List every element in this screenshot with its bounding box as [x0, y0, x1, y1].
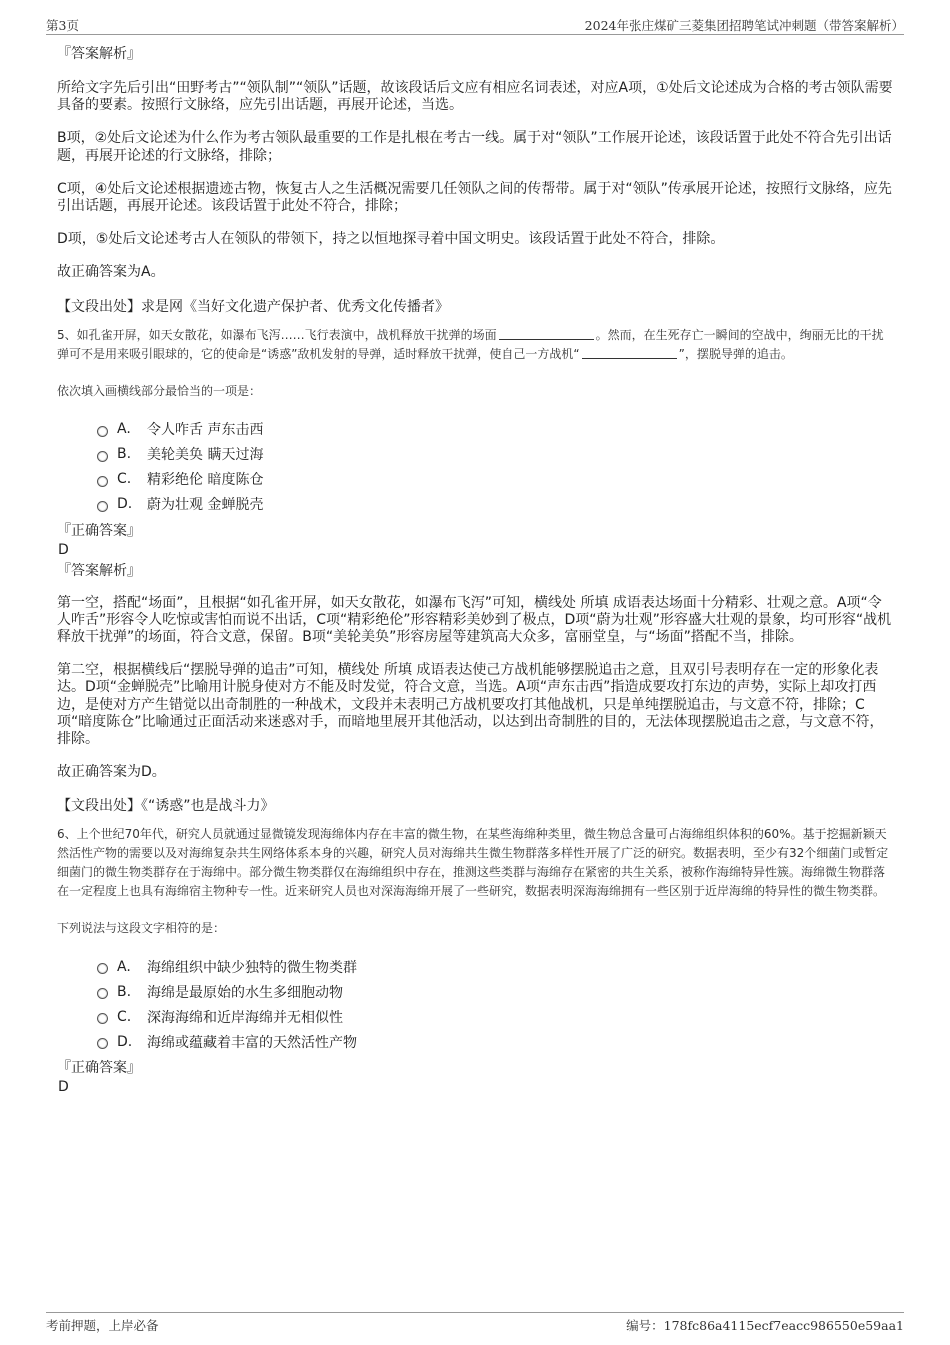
- option-list: [57, 954, 893, 1054]
- option-list: [57, 417, 893, 517]
- analysis-label: 『答案解析』: [57, 562, 141, 579]
- radio-icon[interactable]: [97, 963, 108, 974]
- analysis-paragraph: C项，④处后文论述根据遗迹古物，恢复古人之生活概况需要几任领队之间的传帮带。属于对“领队”传承展开论述，按照行文脉络，应先引出话题，再展开论述。该段话置于此处不符合，排除；: [57, 180, 892, 215]
- radio-icon[interactable]: [97, 501, 108, 512]
- question-prompt: 下列说法与这段文字相符的是：: [57, 921, 226, 936]
- page-number: 第3页: [46, 18, 79, 33]
- option-d[interactable]: D. 蔚为壮观 金蝉脱壳: [57, 492, 893, 517]
- radio-icon[interactable]: [97, 1013, 108, 1024]
- final-answer-text: 故正确答案为D。: [57, 764, 166, 781]
- analysis-paragraph: 第二空，根据横线后“摆脱导弹的追击”可知，横线处 所填 成语表达使己方战机能够摆脱追击之意，且双引号表明存在一定的形象化表达。D项“金蝉脱壳”比喻用计脱身使对方不能及时发觉，符合文意，当选。A项“声东击西”指造成要攻打东边的声势，实际上却攻打西边，是使对方产生错觉以出奇制胜的一种战术，文段并未表明己方战机要攻打其他战机，只是单纯摆脱追击，与文意不符，排除；C项“暗度陈仓”比喻通过正面活动来迷惑对手，而暗地里展开其他活动，以达到出奇制胜的目的，无法体现摆脱追击之意，与文意不符，排除。: [57, 662, 884, 748]
- page-footer: [46, 1312, 904, 1333]
- analysis-paragraph: 第一空，搭配“场面”，且根据“如孔雀开屏，如天女散花，如瀑布飞泻”可知，横线处 所填 成语表达场面十分精彩、壮观之意。A项“令人咋舌”形容令人吃惊或害怕而说不出话，C项“精彩绝伦”形容精彩美妙到了极点，D项“蔚为壮观”形容盛大壮观的景象，均可形容“战机释放干扰弹”的场面，符合文意，保留。B项“美轮美奂”形容房屋等建筑高大众多，富丽堂皇，与“场面”搭配不当，排除。: [57, 594, 892, 646]
- page-content: [57, 44, 893, 1096]
- correct-answer-label: 『正确答案』: [57, 1060, 141, 1077]
- analysis-paragraph: D项，⑤处后文论述考古人在领队的带领下，持之以恒地探寻着中国文明史。该段话置于此处不符合，排除。: [57, 231, 725, 248]
- analysis-paragraph: B项，②处后文论述为什么作为考古领队最重要的工作是扎根在考古一线。属于对“领队”工作展开论述，该段话置于此处不符合先引出话题，再展开论述的行文脉络，排除；: [57, 130, 892, 164]
- final-answer-text: 故正确答案为A。: [57, 264, 165, 281]
- source-citation: 【文段出处】《“诱惑”也是战斗力》: [57, 798, 275, 815]
- radio-icon[interactable]: [97, 988, 108, 999]
- option-c[interactable]: C. 深海海绵和近岸海绵并无相似性: [57, 1004, 893, 1029]
- source-citation: 【文段出处】求是网《当好文化遗产保护者、优秀文化传播者》: [57, 298, 449, 315]
- question-6-stem: 6、上个世纪70年代，研究人员就通过显微镜发现海绵体内存在丰富的微生物，在某些海绵种类里，微生物总含量可占海绵组织体积的60%。基于挖掘新颖天然活性产物的需要以及对海绵复杂共生网络体系本身的兴趣，研究人员对海绵共生微生物群落多样性开展了广泛的研究。数据表明，至少有32个细菌门或暂定细菌门的微生物类群存在于海绵中。部分微生物类群仅在海绵组织中存在，推测这些类群与海绵存在紧密的共生关系，被称作海绵特异性簇。海绵微生物群落在一定程度上也具有海绵宿主物种专一性。近来研究人员也对深海海绵开展了一些研究，数据表明深海海绵拥有一些区别于近岸海绵的特异性的微生物类群。: [57, 827, 889, 899]
- fill-blank: [499, 327, 594, 340]
- analysis-label: 『答案解析』: [57, 46, 141, 62]
- option-d[interactable]: D. 海绵或蕴藏着丰富的天然活性产物: [57, 1029, 893, 1054]
- question-prompt: 依次填入画横线部分最恰当的一项是：: [57, 383, 262, 398]
- radio-icon[interactable]: [97, 451, 108, 462]
- analysis-paragraph: 所给文字先后引出“田野考古”“领队制”“领队”话题，故该段话后文应有相应名词表述，对应A项，①处后文论述成为合格的考古领队需要具备的要素。按照行文脉络，应先引出话题，再展开论述，当选。: [57, 80, 893, 114]
- document-title: 2024年张庄煤矿三菱集团招聘笔试冲刺题（带答案解析）: [584, 18, 904, 33]
- option-c[interactable]: C. 精彩绝伦 暗度陈仓: [57, 467, 893, 492]
- radio-icon[interactable]: [97, 1038, 108, 1049]
- radio-icon[interactable]: [97, 426, 108, 437]
- question-5-stem: 5、如孔雀开屏，如天女散花，如瀑布飞泻……飞行表演中，战机释放干扰弹的场面 。然而，在生死存亡一瞬间的空战中，绚丽无比的干扰弹可不是用来吸引眼球的，它的使命是“诱惑”敌机发射的导弹，适时释放干扰弹，使自己一方战机“ ”，摆脱导弹的追击。: [57, 327, 884, 361]
- option-a[interactable]: A. 令人咋舌 声东击西: [57, 417, 893, 442]
- correct-answer-label: 『正确答案』: [57, 522, 141, 539]
- footer-slogan: 考前押题，上岸必备: [46, 1318, 159, 1333]
- fill-blank: [582, 346, 677, 359]
- option-b[interactable]: B. 美轮美奂 瞒天过海: [57, 442, 893, 467]
- page-header: [46, 14, 904, 35]
- document-id: 编号：178fc86a4115ecf7eacc986550e59aa1: [626, 1318, 904, 1333]
- correct-answer: D: [58, 541, 69, 558]
- radio-icon[interactable]: [97, 476, 108, 487]
- option-a[interactable]: A. 海绵组织中缺少独特的微生物类群: [57, 954, 893, 979]
- option-b[interactable]: B. 海绵是最原始的水生多细胞动物: [57, 979, 893, 1004]
- correct-answer: D: [58, 1079, 69, 1096]
